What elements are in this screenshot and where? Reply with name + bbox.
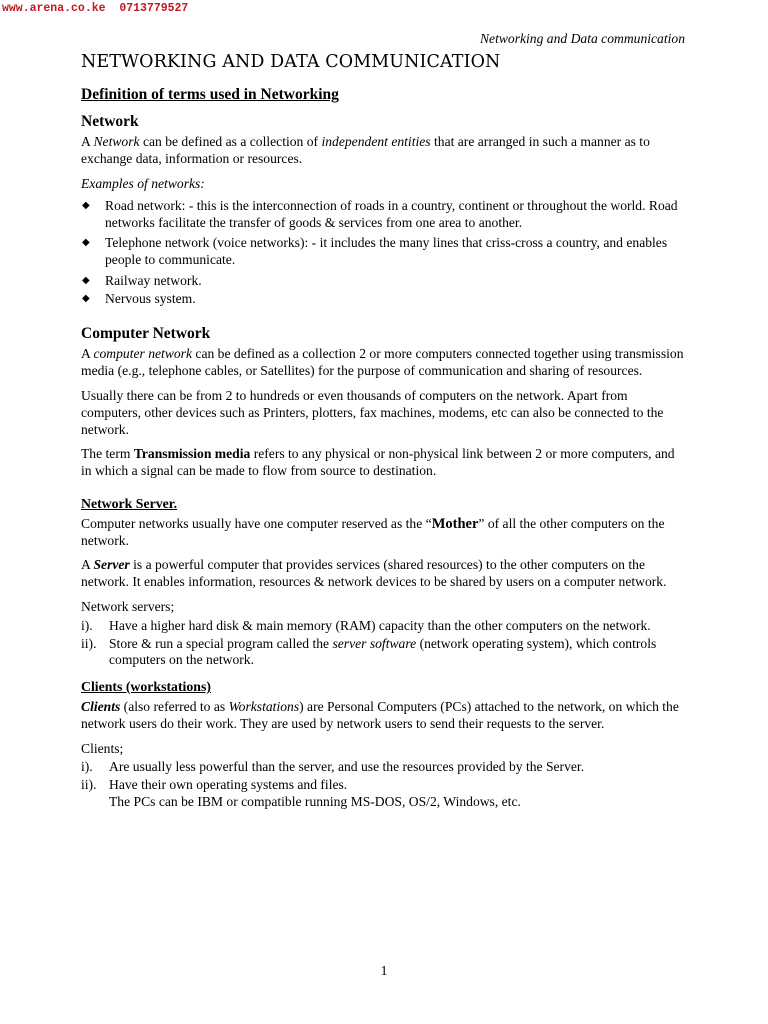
computer-network-heading: Computer Network xyxy=(81,324,211,342)
examples-label: Examples of networks: xyxy=(81,175,205,191)
server-mother-text: Computer networks usually have one computer reserved as the “Mother” of all the other computers on the network. xyxy=(81,515,665,548)
network-heading: Network xyxy=(81,112,139,130)
list-item: ii). Store & run a special program called the server software (network operating system), which controls computers on the network. xyxy=(81,635,657,668)
list-item: ◆ Road network: - this is the interconnection of roads in a country, continent or throughout the world. Road networks facilitate the transfer of goods & services from one area to another. xyxy=(82,197,678,230)
transmission-media-definition: The term Transmission media refers to any physical or non-physical link between 2 or more computers, and in which a signal can be made to flow from source to destination. xyxy=(81,446,675,479)
section-subtitle: Definition of terms used in Networking xyxy=(81,85,339,103)
diamond-bullet-icon: ◆ xyxy=(82,274,90,286)
computer-network-devices: Usually there can be from 2 to hundreds or even thousands of computers on the network. Apart from computers, other devices such as Printers, plotters, fax machines, modems, etc can also be connected to the network. xyxy=(81,387,664,437)
clients-list xyxy=(81,759,687,810)
clients-list-continuation: The PCs can be IBM or compatible running MS-DOS, OS/2, Windows, etc. xyxy=(109,793,521,809)
server-definition: A Server is a powerful computer that provides services (shared resources) to the other computers on the network. It enables information, resources & network devices to be shared by users on a computer network. xyxy=(81,557,667,590)
list-item: i). Have a higher hard disk & main memory (RAM) capacity than the other computers on the network. xyxy=(81,617,651,633)
list-item: ◆ Telephone network (voice networks): - it includes the many lines that criss-cross a country, and enables people to communicate. xyxy=(82,235,668,268)
running-header: Networking and Data communication xyxy=(479,31,685,46)
page-title: NETWORKING AND DATA COMMUNICATION xyxy=(81,52,501,72)
watermark[interactable]: www.arena.co.ke 0713779527 xyxy=(2,2,189,15)
list-item: ◆ Nervous system. xyxy=(82,290,196,306)
list-item: ◆ Railway network. xyxy=(82,272,202,288)
diamond-bullet-icon: ◆ xyxy=(82,292,90,304)
diamond-bullet-icon: ◆ xyxy=(82,237,90,249)
examples-list xyxy=(81,198,687,308)
list-item: ii). Have their own operating systems and files. The PCs can be IBM or compatible running MS-DOS, OS/2, Windows, etc. xyxy=(81,777,521,809)
network-definition: A Network can be defined as a collection of independent entities that are arranged in such a manner as to exchange data, information or resources. xyxy=(81,134,650,167)
computer-network-definition: A computer network can be defined as a collection 2 or more computers connected together using transmission media (e.g., telephone cables, or Satellites) for the purpose of communication and sharing of resources. xyxy=(81,346,684,379)
clients-definition: Clients (also referred to as Workstations) are Personal Computers (PCs) attached to the network, on which the network users do their work. They are used by network users to send their requests to the server. xyxy=(81,698,679,731)
diamond-bullet-icon: ◆ xyxy=(82,199,90,211)
clients-heading: Clients (workstations) xyxy=(81,679,211,695)
network-server-heading: Network Server. xyxy=(81,495,178,511)
list-item: i). Are usually less powerful than the server, and use the resources provided by the Server. xyxy=(81,759,585,775)
network-servers-label: Network servers; xyxy=(81,598,175,614)
clients-label: Clients; xyxy=(81,740,124,756)
network-servers-list xyxy=(81,618,687,669)
page-number: 1 xyxy=(380,963,388,978)
document-body xyxy=(81,54,687,819)
